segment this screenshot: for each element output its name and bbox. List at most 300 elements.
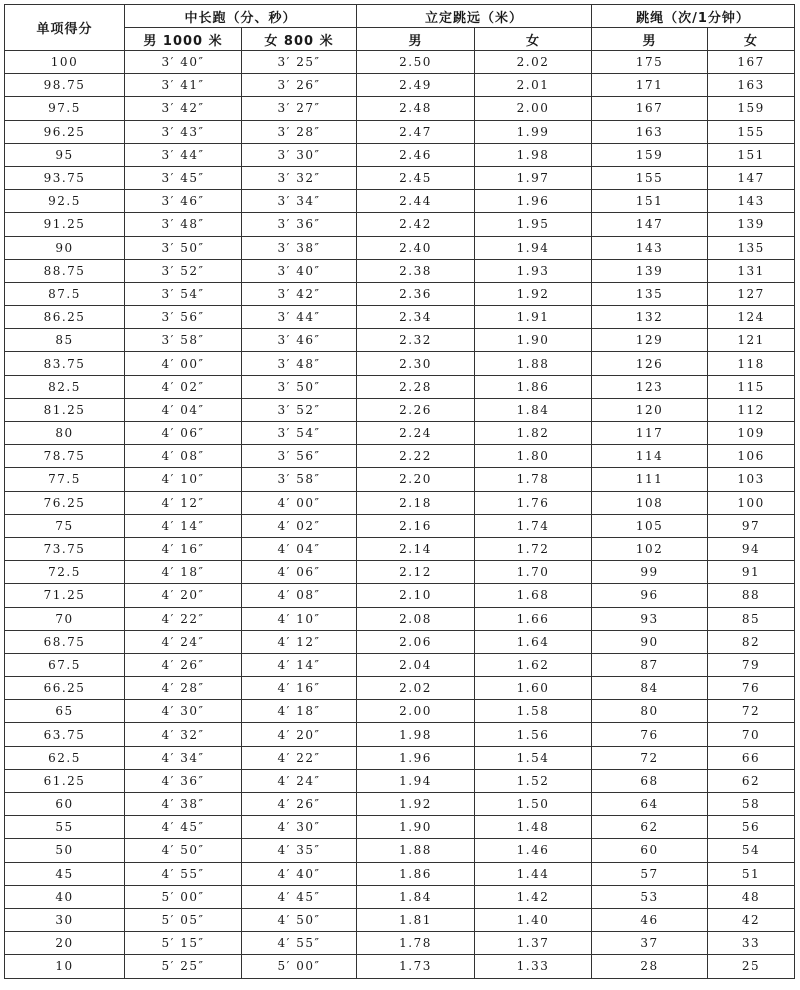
score-cell: 73.75	[5, 537, 125, 560]
run-female-cell: 3′ 28″	[242, 120, 357, 143]
run-female-cell: 3′ 42″	[242, 282, 357, 305]
run-male-cell: 3′ 43″	[125, 120, 242, 143]
rope-female-cell: 79	[708, 653, 795, 676]
run-male-cell: 4′ 02″	[125, 375, 242, 398]
jump-female-cell: 1.52	[475, 769, 592, 792]
run-male-cell: 3′ 41″	[125, 74, 242, 97]
jump-male-cell: 2.50	[357, 51, 475, 74]
rope-male-cell: 143	[592, 236, 708, 259]
jump-female-cell: 1.76	[475, 491, 592, 514]
jump-male-cell: 1.84	[357, 885, 475, 908]
jump-female-cell: 1.97	[475, 166, 592, 189]
rope-female-cell: 106	[708, 445, 795, 468]
jump-male-cell: 2.46	[357, 143, 475, 166]
jump-female-cell: 2.02	[475, 51, 592, 74]
run-female-cell: 4′ 02″	[242, 514, 357, 537]
score-cell: 20	[5, 932, 125, 955]
score-cell: 71.25	[5, 584, 125, 607]
score-cell: 97.5	[5, 97, 125, 120]
score-cell: 81.25	[5, 398, 125, 421]
run-male-cell: 3′ 58″	[125, 329, 242, 352]
jump-female-cell: 1.80	[475, 445, 592, 468]
score-cell: 60	[5, 793, 125, 816]
rope-group-header: 跳绳（次/1分钟）	[592, 5, 795, 28]
rope-female-cell: 91	[708, 561, 795, 584]
rope-male-cell: 28	[592, 955, 708, 978]
run-male-cell: 3′ 50″	[125, 236, 242, 259]
run-female-cell: 4′ 35″	[242, 839, 357, 862]
score-cell: 80	[5, 422, 125, 445]
jump-female-cell: 1.37	[475, 932, 592, 955]
rope-male-cell: 68	[592, 769, 708, 792]
rope-female-cell: 94	[708, 537, 795, 560]
jump-male-cell: 2.08	[357, 607, 475, 630]
run-male-cell: 3′ 42″	[125, 97, 242, 120]
table-row	[5, 398, 795, 421]
score-cell: 63.75	[5, 723, 125, 746]
score-cell: 77.5	[5, 468, 125, 491]
run-male-cell: 4′ 14″	[125, 514, 242, 537]
run-female-cell: 4′ 14″	[242, 653, 357, 676]
rope-female-cell: 103	[708, 468, 795, 491]
run-female-cell: 3′ 36″	[242, 213, 357, 236]
score-cell: 67.5	[5, 653, 125, 676]
table-row	[5, 537, 795, 560]
rope-male-cell: 57	[592, 862, 708, 885]
score-cell: 88.75	[5, 259, 125, 282]
rope-male-cell: 90	[592, 630, 708, 653]
rope-female-cell: 85	[708, 607, 795, 630]
rope-female-cell: 118	[708, 352, 795, 375]
rope-male-header: 男	[592, 28, 708, 51]
score-cell: 10	[5, 955, 125, 978]
rope-female-cell: 54	[708, 839, 795, 862]
jump-female-cell: 1.99	[475, 120, 592, 143]
rope-male-cell: 159	[592, 143, 708, 166]
jump-female-cell: 1.58	[475, 700, 592, 723]
table-row	[5, 793, 795, 816]
jump-female-cell: 1.93	[475, 259, 592, 282]
jump-female-cell: 1.96	[475, 190, 592, 213]
rope-male-cell: 60	[592, 839, 708, 862]
rope-female-cell: 121	[708, 329, 795, 352]
jump-male-cell: 1.88	[357, 839, 475, 862]
run-female-cell: 3′ 52″	[242, 398, 357, 421]
table-row	[5, 468, 795, 491]
run-male-cell: 4′ 24″	[125, 630, 242, 653]
run-female-cell: 3′ 25″	[242, 51, 357, 74]
jump-female-cell: 1.62	[475, 653, 592, 676]
table-row	[5, 839, 795, 862]
rope-female-cell: 127	[708, 282, 795, 305]
table-row	[5, 329, 795, 352]
run-male-cell: 5′ 00″	[125, 885, 242, 908]
run-male-cell: 4′ 55″	[125, 862, 242, 885]
rope-male-cell: 139	[592, 259, 708, 282]
rope-male-cell: 117	[592, 422, 708, 445]
table-row	[5, 143, 795, 166]
run-female-cell: 4′ 08″	[242, 584, 357, 607]
run-female-cell: 3′ 27″	[242, 97, 357, 120]
score-table-container	[4, 4, 794, 979]
rope-female-cell: 76	[708, 677, 795, 700]
rope-male-cell: 163	[592, 120, 708, 143]
jump-male-cell: 2.32	[357, 329, 475, 352]
jump-male-cell: 1.92	[357, 793, 475, 816]
jump-female-cell: 1.98	[475, 143, 592, 166]
rope-male-cell: 108	[592, 491, 708, 514]
score-cell: 65	[5, 700, 125, 723]
score-cell: 62.5	[5, 746, 125, 769]
run-female-cell: 3′ 32″	[242, 166, 357, 189]
run-female-cell: 4′ 30″	[242, 816, 357, 839]
score-cell: 91.25	[5, 213, 125, 236]
header-row-groups	[5, 5, 795, 28]
run-female-cell: 4′ 22″	[242, 746, 357, 769]
jump-female-cell: 1.91	[475, 306, 592, 329]
jump-male-cell: 2.06	[357, 630, 475, 653]
run-female-cell: 3′ 46″	[242, 329, 357, 352]
run-female-cell: 4′ 45″	[242, 885, 357, 908]
rope-male-cell: 76	[592, 723, 708, 746]
rope-male-cell: 64	[592, 793, 708, 816]
rope-male-cell: 155	[592, 166, 708, 189]
table-row	[5, 190, 795, 213]
female-800m-header: 女 800 米	[242, 28, 357, 51]
score-cell: 70	[5, 607, 125, 630]
run-female-cell: 4′ 00″	[242, 491, 357, 514]
rope-female-cell: 100	[708, 491, 795, 514]
jump-female-cell: 1.86	[475, 375, 592, 398]
score-cell: 83.75	[5, 352, 125, 375]
run-male-cell: 4′ 30″	[125, 700, 242, 723]
table-row	[5, 862, 795, 885]
run-female-cell: 3′ 56″	[242, 445, 357, 468]
jump-male-cell: 2.02	[357, 677, 475, 700]
rope-male-cell: 129	[592, 329, 708, 352]
jump-female-cell: 1.42	[475, 885, 592, 908]
rope-male-cell: 123	[592, 375, 708, 398]
table-row	[5, 514, 795, 537]
rope-male-cell: 147	[592, 213, 708, 236]
jump-female-cell: 1.82	[475, 422, 592, 445]
jump-male-cell: 2.30	[357, 352, 475, 375]
jump-male-cell: 2.22	[357, 445, 475, 468]
run-male-cell: 4′ 32″	[125, 723, 242, 746]
jump-female-cell: 1.54	[475, 746, 592, 769]
table-row	[5, 955, 795, 978]
score-cell: 92.5	[5, 190, 125, 213]
run-female-cell: 3′ 40″	[242, 259, 357, 282]
run-female-cell: 3′ 48″	[242, 352, 357, 375]
jump-male-cell: 1.98	[357, 723, 475, 746]
table-row	[5, 769, 795, 792]
rope-female-cell: 159	[708, 97, 795, 120]
jump-female-cell: 1.95	[475, 213, 592, 236]
jump-male-cell: 1.94	[357, 769, 475, 792]
score-cell: 93.75	[5, 166, 125, 189]
jump-female-cell: 1.72	[475, 537, 592, 560]
rope-male-cell: 132	[592, 306, 708, 329]
rope-male-cell: 93	[592, 607, 708, 630]
rope-female-cell: 167	[708, 51, 795, 74]
table-row	[5, 653, 795, 676]
score-column-header: 单项得分	[5, 5, 125, 51]
rope-male-cell: 171	[592, 74, 708, 97]
rope-female-cell: 70	[708, 723, 795, 746]
run-male-cell: 3′ 44″	[125, 143, 242, 166]
score-cell: 50	[5, 839, 125, 862]
run-male-cell: 4′ 45″	[125, 816, 242, 839]
jump-female-cell: 1.56	[475, 723, 592, 746]
score-cell: 76.25	[5, 491, 125, 514]
run-female-cell: 4′ 50″	[242, 908, 357, 931]
rope-male-cell: 96	[592, 584, 708, 607]
table-row	[5, 259, 795, 282]
run-female-cell: 3′ 58″	[242, 468, 357, 491]
run-female-cell: 4′ 26″	[242, 793, 357, 816]
table-row	[5, 561, 795, 584]
run-male-cell: 5′ 05″	[125, 908, 242, 931]
rope-female-cell: 62	[708, 769, 795, 792]
rope-female-cell: 33	[708, 932, 795, 955]
table-row	[5, 422, 795, 445]
run-male-cell: 3′ 46″	[125, 190, 242, 213]
jump-female-cell: 1.94	[475, 236, 592, 259]
table-row	[5, 213, 795, 236]
run-male-cell: 4′ 00″	[125, 352, 242, 375]
run-female-cell: 4′ 55″	[242, 932, 357, 955]
rope-female-cell: 112	[708, 398, 795, 421]
rope-female-cell: 58	[708, 793, 795, 816]
jump-male-cell: 2.26	[357, 398, 475, 421]
rope-female-cell: 56	[708, 816, 795, 839]
table-body	[5, 51, 795, 979]
table-row	[5, 908, 795, 931]
rope-male-cell: 167	[592, 97, 708, 120]
score-cell: 82.5	[5, 375, 125, 398]
score-cell: 87.5	[5, 282, 125, 305]
jump-female-cell: 2.00	[475, 97, 592, 120]
score-cell: 90	[5, 236, 125, 259]
jump-female-cell: 1.90	[475, 329, 592, 352]
jump-female-cell: 1.60	[475, 677, 592, 700]
run-female-cell: 4′ 06″	[242, 561, 357, 584]
score-cell: 68.75	[5, 630, 125, 653]
run-male-cell: 4′ 26″	[125, 653, 242, 676]
run-female-cell: 3′ 54″	[242, 422, 357, 445]
table-row	[5, 166, 795, 189]
run-male-cell: 4′ 22″	[125, 607, 242, 630]
score-cell: 86.25	[5, 306, 125, 329]
table-row	[5, 306, 795, 329]
jump-male-cell: 2.36	[357, 282, 475, 305]
jump-male-cell: 1.78	[357, 932, 475, 955]
run-male-cell: 4′ 16″	[125, 537, 242, 560]
jump-male-cell: 1.73	[357, 955, 475, 978]
jump-female-cell: 1.88	[475, 352, 592, 375]
score-cell: 45	[5, 862, 125, 885]
jump-male-cell: 2.04	[357, 653, 475, 676]
rope-female-cell: 163	[708, 74, 795, 97]
run-female-cell: 3′ 34″	[242, 190, 357, 213]
score-cell: 66.25	[5, 677, 125, 700]
jump-male-cell: 2.16	[357, 514, 475, 537]
table-row	[5, 51, 795, 74]
jump-male-cell: 2.00	[357, 700, 475, 723]
score-cell: 78.75	[5, 445, 125, 468]
rope-female-cell: 115	[708, 375, 795, 398]
jump-female-cell: 1.64	[475, 630, 592, 653]
rope-female-cell: 82	[708, 630, 795, 653]
table-row	[5, 746, 795, 769]
run-female-cell: 3′ 44″	[242, 306, 357, 329]
rope-male-cell: 126	[592, 352, 708, 375]
run-female-cell: 4′ 16″	[242, 677, 357, 700]
score-table	[4, 4, 795, 979]
table-row	[5, 700, 795, 723]
run-female-cell: 4′ 10″	[242, 607, 357, 630]
jump-female-cell: 1.74	[475, 514, 592, 537]
jump-female-header: 女	[475, 28, 592, 51]
rope-female-cell: 139	[708, 213, 795, 236]
rope-female-cell: 66	[708, 746, 795, 769]
rope-male-cell: 135	[592, 282, 708, 305]
run-male-cell: 4′ 18″	[125, 561, 242, 584]
score-cell: 100	[5, 51, 125, 74]
rope-male-cell: 102	[592, 537, 708, 560]
run-male-cell: 3′ 52″	[125, 259, 242, 282]
table-row	[5, 723, 795, 746]
rope-male-cell: 105	[592, 514, 708, 537]
run-male-cell: 5′ 15″	[125, 932, 242, 955]
jump-female-cell: 1.46	[475, 839, 592, 862]
jump-male-cell: 2.20	[357, 468, 475, 491]
run-male-cell: 4′ 08″	[125, 445, 242, 468]
jump-female-cell: 1.33	[475, 955, 592, 978]
jump-male-cell: 2.24	[357, 422, 475, 445]
jump-female-cell: 1.40	[475, 908, 592, 931]
score-cell: 96.25	[5, 120, 125, 143]
male-1000m-header: 男 1000 米	[125, 28, 242, 51]
rope-male-cell: 175	[592, 51, 708, 74]
jump-female-cell: 1.50	[475, 793, 592, 816]
run-female-cell: 3′ 50″	[242, 375, 357, 398]
rope-male-cell: 62	[592, 816, 708, 839]
jump-female-cell: 1.92	[475, 282, 592, 305]
table-row	[5, 375, 795, 398]
jump-male-cell: 2.47	[357, 120, 475, 143]
rope-female-cell: 124	[708, 306, 795, 329]
jump-female-cell: 1.68	[475, 584, 592, 607]
run-male-cell: 3′ 45″	[125, 166, 242, 189]
run-female-cell: 4′ 24″	[242, 769, 357, 792]
run-female-cell: 4′ 04″	[242, 537, 357, 560]
jump-female-cell: 1.66	[475, 607, 592, 630]
run-male-cell: 4′ 36″	[125, 769, 242, 792]
rope-male-cell: 87	[592, 653, 708, 676]
table-row	[5, 74, 795, 97]
rope-female-cell: 131	[708, 259, 795, 282]
run-female-cell: 3′ 26″	[242, 74, 357, 97]
jump-group-header: 立定跳远（米）	[357, 5, 592, 28]
score-cell: 75	[5, 514, 125, 537]
jump-male-cell: 2.45	[357, 166, 475, 189]
jump-female-cell: 1.48	[475, 816, 592, 839]
run-male-cell: 4′ 04″	[125, 398, 242, 421]
table-row	[5, 352, 795, 375]
rope-male-cell: 111	[592, 468, 708, 491]
run-female-cell: 4′ 12″	[242, 630, 357, 653]
run-male-cell: 3′ 54″	[125, 282, 242, 305]
run-female-cell: 4′ 40″	[242, 862, 357, 885]
score-cell: 61.25	[5, 769, 125, 792]
jump-male-cell: 2.10	[357, 584, 475, 607]
jump-male-cell: 2.42	[357, 213, 475, 236]
jump-male-cell: 2.12	[357, 561, 475, 584]
score-cell: 30	[5, 908, 125, 931]
score-cell: 98.75	[5, 74, 125, 97]
jump-female-cell: 1.70	[475, 561, 592, 584]
rope-male-cell: 72	[592, 746, 708, 769]
rope-male-cell: 84	[592, 677, 708, 700]
rope-female-cell: 42	[708, 908, 795, 931]
run-female-cell: 5′ 00″	[242, 955, 357, 978]
jump-male-cell: 2.44	[357, 190, 475, 213]
jump-male-cell: 1.86	[357, 862, 475, 885]
jump-female-cell: 1.78	[475, 468, 592, 491]
run-male-cell: 4′ 20″	[125, 584, 242, 607]
jump-male-cell: 2.48	[357, 97, 475, 120]
jump-male-cell: 2.38	[357, 259, 475, 282]
run-female-cell: 4′ 18″	[242, 700, 357, 723]
jump-female-cell: 2.01	[475, 74, 592, 97]
table-row	[5, 584, 795, 607]
table-row	[5, 282, 795, 305]
rope-female-cell: 48	[708, 885, 795, 908]
run-male-cell: 4′ 12″	[125, 491, 242, 514]
rope-female-cell: 51	[708, 862, 795, 885]
run-male-cell: 4′ 50″	[125, 839, 242, 862]
jump-male-cell: 2.14	[357, 537, 475, 560]
jump-male-cell: 1.96	[357, 746, 475, 769]
rope-male-cell: 114	[592, 445, 708, 468]
rope-female-cell: 135	[708, 236, 795, 259]
run-female-cell: 3′ 38″	[242, 236, 357, 259]
score-cell: 85	[5, 329, 125, 352]
rope-male-cell: 53	[592, 885, 708, 908]
table-row	[5, 816, 795, 839]
rope-female-cell: 147	[708, 166, 795, 189]
rope-female-cell: 151	[708, 143, 795, 166]
table-row	[5, 607, 795, 630]
table-row	[5, 677, 795, 700]
rope-male-cell: 37	[592, 932, 708, 955]
table-row	[5, 120, 795, 143]
jump-male-cell: 2.49	[357, 74, 475, 97]
jump-female-cell: 1.44	[475, 862, 592, 885]
run-male-cell: 5′ 25″	[125, 955, 242, 978]
run-male-cell: 3′ 48″	[125, 213, 242, 236]
jump-male-header: 男	[357, 28, 475, 51]
rope-female-cell: 88	[708, 584, 795, 607]
table-row	[5, 932, 795, 955]
table-row	[5, 97, 795, 120]
run-male-cell: 4′ 28″	[125, 677, 242, 700]
rope-male-cell: 120	[592, 398, 708, 421]
run-female-cell: 3′ 30″	[242, 143, 357, 166]
rope-female-cell: 109	[708, 422, 795, 445]
